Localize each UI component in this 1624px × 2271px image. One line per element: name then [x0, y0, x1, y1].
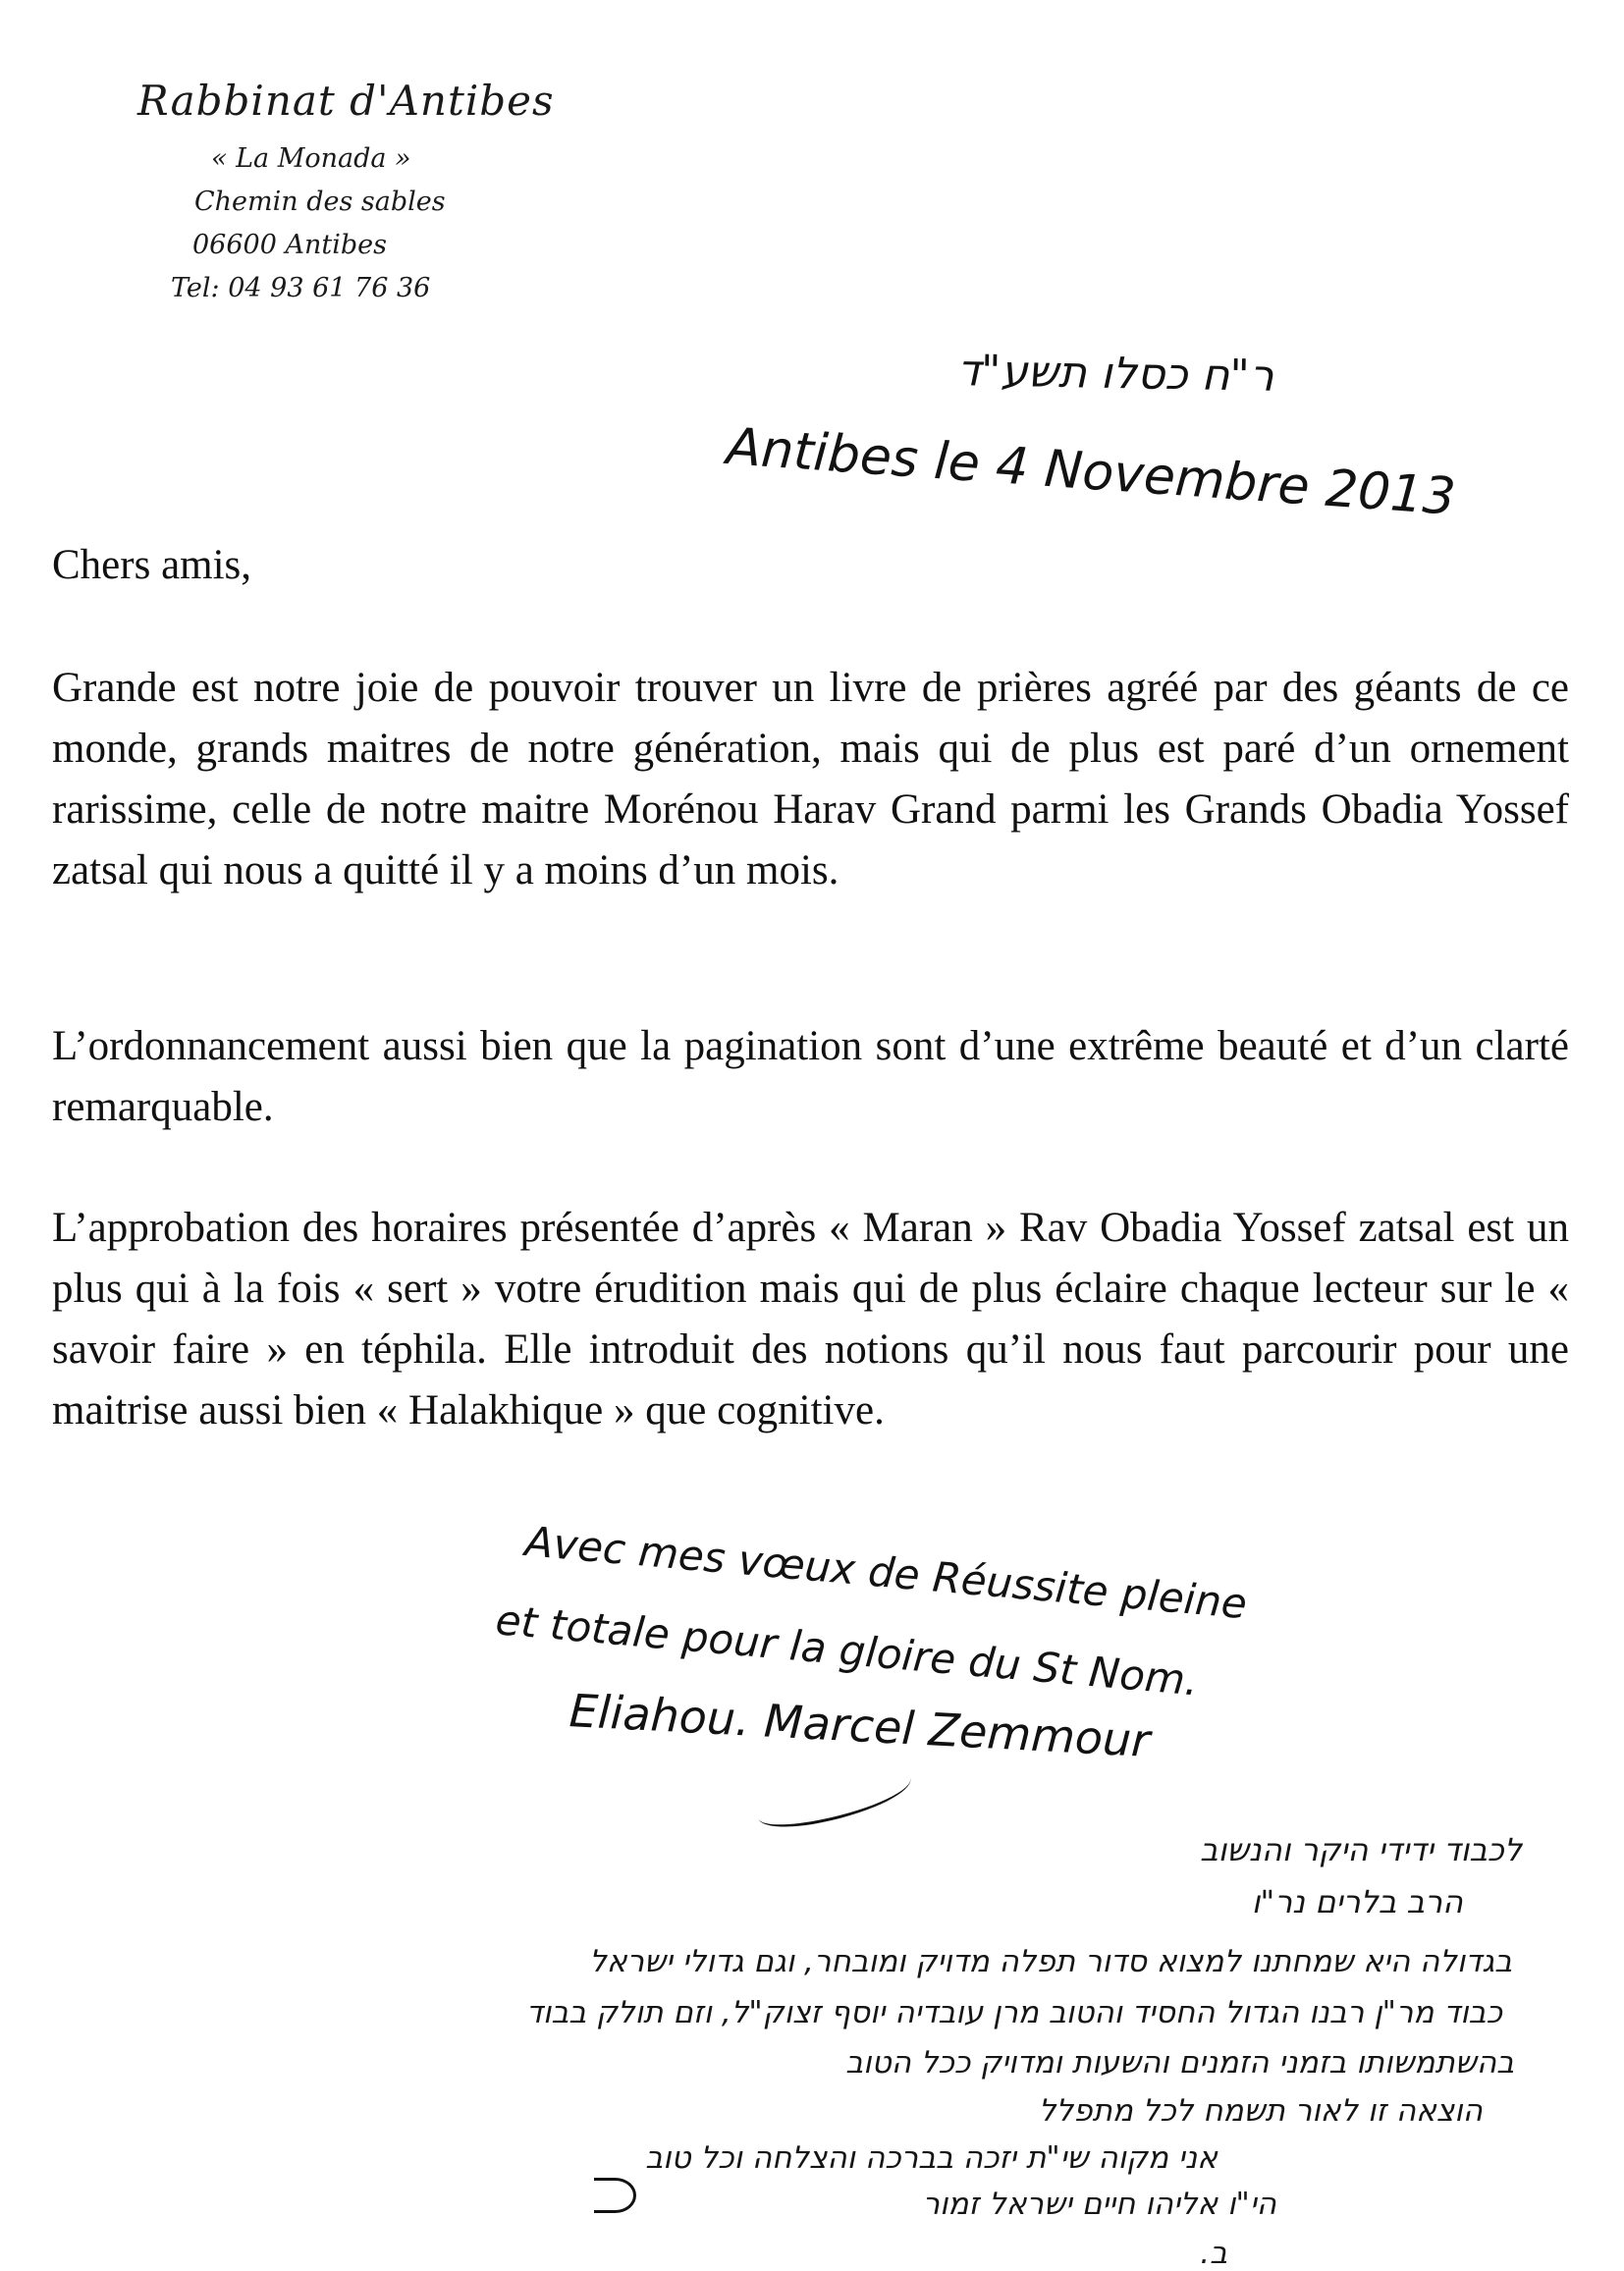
hebrew-note-line: הוצאה זו לאור תשמח לכל מתפלל — [1038, 2093, 1483, 2129]
hebrew-note-line: ב. — [1200, 2236, 1227, 2271]
closing-line-2: et totale pour la gloire du St Nom. — [493, 1595, 1201, 1705]
hebrew-note-line: בהשתמשותו בזמני הזמנים והשעות ומדויק ככל הטוב — [845, 2045, 1514, 2081]
paragraph-2: L’ordonnancement aussi bien que la pagination sont d’une extrême beauté et d’un clarté remarquable. — [52, 1023, 1569, 1130]
letterhead-city: 06600 Antibes — [192, 230, 387, 260]
hebrew-note-line: בגדולה היא שמחתנו למצוא סדור תפלה מדויק ומובחר, וגם גדולי ישראל — [589, 1944, 1512, 1979]
paragraph-3: L’approbation des horaires présentée d’après « Maran » Rav Obadia Yossef zatsal est un plus qui à la fois « sert » votre érudition mais qui de plus éclaire chaque lecteur sur le « savoir faire » en téphila. Elle introduit des notions qu’il nous faut parcourir pour une maitrise aussi bien « Halakhique » que cognitive. — [52, 1205, 1569, 1433]
hebrew-date: ר"ח כסלו תשע"ד — [956, 346, 1274, 402]
hebrew-note-line: הי"ו אליהו חיים ישראל זמור — [922, 2187, 1276, 2222]
hebrew-note-line: אני מקוה שי"ת יזכה בברכה והצלחה וכל טוב — [645, 2140, 1218, 2176]
hebrew-note-line: לכבוד ידידי היקר והנשוב — [1200, 1831, 1522, 1868]
hebrew-note-line: כבוד מר"ן רבנו הגדול החסיד והטוב מרן עובדיה יוסף זצוק"ל, וזם תולק בבוד — [525, 1995, 1502, 2030]
hebrew-signature-mark — [594, 2178, 636, 2213]
letterhead-name: Rabbinat d'Antibes — [137, 77, 555, 125]
letterhead-street: Chemin des sables — [194, 187, 446, 217]
closing-line-1: Avec mes vœux de Réussite pleine — [522, 1517, 1249, 1629]
salutation: Chers amis, — [52, 542, 252, 588]
letterhead-villa: « La Monada » — [211, 143, 411, 174]
letterhead-telephone: Tel: 04 93 61 76 36 — [171, 273, 431, 303]
handwritten-signature: Eliahou. Marcel Zemmour — [568, 1684, 1152, 1767]
hebrew-note-line: הרב בלרים נר"ו — [1251, 1883, 1463, 1920]
letter-date: Antibes le 4 Novembre 2013 — [724, 417, 1458, 527]
signature-flourish — [753, 1761, 915, 1835]
paragraph-1: Grande est notre joie de pouvoir trouver un livre de prières agréé par des géants de ce monde, grands maitres de notre génération, mais qui de plus est paré d’un ornement rarissime, celle de notre maitre Morénou Harav Grand parmi les Grands Obadia Yossef zatsal qui nous a quitté il y a moins d’un mois. — [52, 665, 1569, 893]
